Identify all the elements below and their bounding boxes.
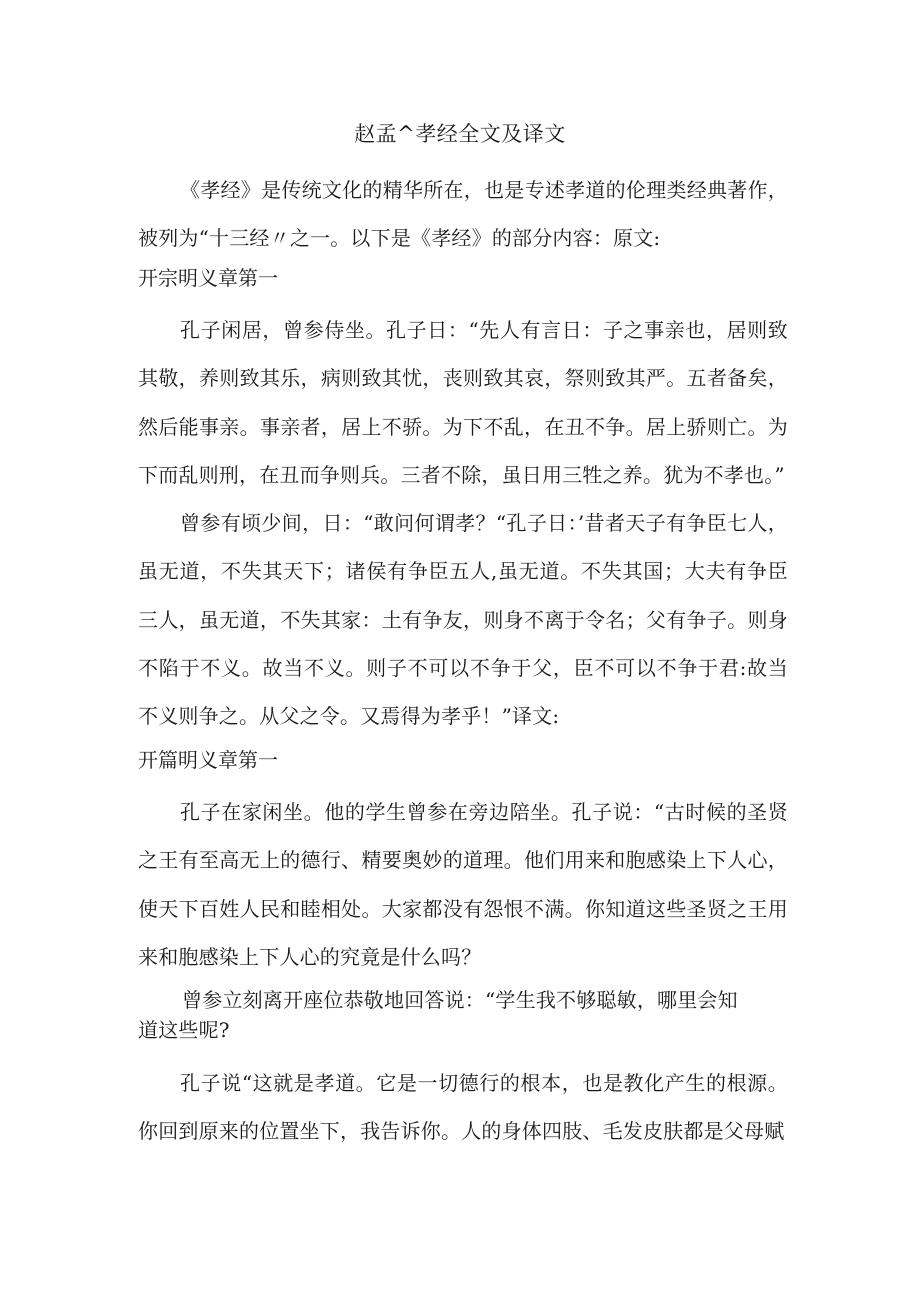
original-paragraph-1: 孔子闲居，曾参侍坐。孔子日：“先人有言日：子之事亲也，居则致其敬，养则致其乐，病则致其忧，丧则致其哀，祭则致其严。五者备矣，然后能事亲。事亲者，居上不骄。为下不乱，在丑不争。居上骄则亡。为下而乱则刑，在丑而争则兵。三者不除，虽日用三牲之养。犹为不孝也。” <box>138 318 788 487</box>
section-heading-translation: 开篇明义章第一 <box>138 748 278 772</box>
document-title: 赵孟^孝经全文及译文 <box>354 122 566 146</box>
translation-paragraph-2-line-1: 曾参立刻离开座位恭敬地回答说：“学生我不够聪敏，哪里会知 <box>182 988 738 1012</box>
translation-paragraph-3: 孔子说“这就是孝道。它是一切德行的根本，也是教化产生的根源。你回到原来的位置坐下，我告诉你。人的身体四肢、毛发皮肤都是父母赋 <box>138 1071 788 1144</box>
translation-paragraph-1: 孔子在家闲坐。他的学生曾参在旁边陪坐。孔子说：“古时候的圣贤之王有至高无上的德行、精要奥妙的道理。他们用来和胞感染上下人心，使天下百姓人民和睦相处。大家都没有怨恨不满。你知道这些圣贤之王用来和胞感染上下人心的究竟是什么吗？ <box>138 800 788 969</box>
translation-paragraph-2-line-2: 道这些呢? <box>138 1018 230 1042</box>
section-heading-original: 开宗明义章第一 <box>138 266 278 290</box>
intro-paragraph: 《孝经》是传统文化的精华所在，也是专述孝道的伦理类经典著作，被列为“十三经〃之一。以下是《孝经》的部分内容：原文: <box>138 178 788 251</box>
original-paragraph-2: 曾参有顷少间，日：“敢问何谓孝？“孔子日：’昔者天子有争臣七人，虽无道，不失其天下；诸侯有争臣五人,虽无道。不失其国；大夫有争臣三人，虽无道，不失其家：土有争友，则身不离于令名；父有争子。则身不陷于不义。故当不义。则子不可以不争于父，臣不可以不争于君:故当不义则争之。从父之令。又焉得为孝乎！”译文: <box>138 511 788 729</box>
